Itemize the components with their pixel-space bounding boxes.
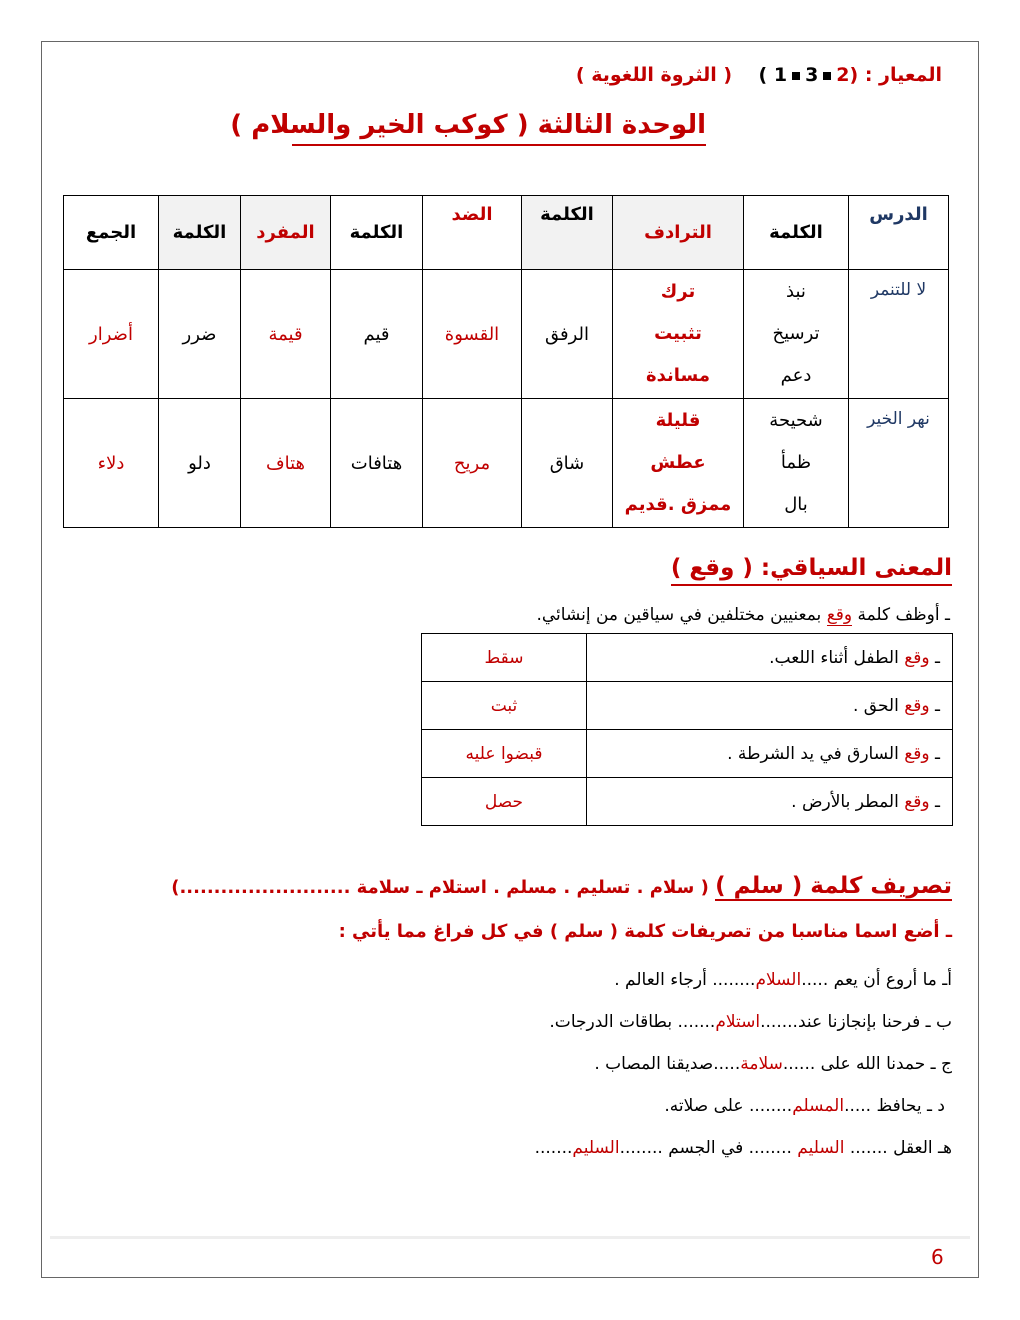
- context-sentence: [587, 778, 953, 826]
- plural-word: هتافات: [331, 399, 423, 528]
- header-synonym: الترادف: [613, 196, 744, 270]
- answer: المسلم: [792, 1096, 845, 1116]
- sentence-text: ....... بطاقات الدرجات.: [549, 1012, 716, 1032]
- footer-divider: [50, 1236, 970, 1239]
- standard-num-2: 3: [805, 64, 819, 86]
- lesson-name: لا للتنمر: [849, 270, 949, 399]
- singular: قيمة: [241, 270, 331, 399]
- synonym: ترك: [660, 281, 696, 302]
- sentence-rest: الحق .: [852, 695, 905, 716]
- fill-sentence: [614, 970, 952, 990]
- answer: السليم: [572, 1138, 620, 1158]
- word: بال: [784, 494, 808, 515]
- sentence-rest: المطر بالأرض .: [791, 791, 905, 812]
- synonym-cell: [613, 270, 744, 399]
- sentence-text: .......: [534, 1138, 573, 1158]
- table-row: [422, 778, 953, 826]
- bullet-icon: [823, 72, 831, 80]
- answer: السليم: [797, 1138, 845, 1158]
- bullet-icon: [792, 72, 800, 80]
- standard-num-4: ): [758, 64, 768, 86]
- context-meaning: قبضوا عليه: [422, 730, 587, 778]
- sentence-text: د ـ يحافظ .....: [844, 1096, 945, 1116]
- keyword: وقع: [904, 647, 930, 668]
- sentence-rest: الطفل أثناء اللعب.: [769, 647, 905, 668]
- answer: السلام: [755, 970, 802, 990]
- standard-num-3: 1: [773, 64, 788, 86]
- conjugation-word-list: ( سلام . تسليم . مسلم . استلام ـ سلامة .........................): [171, 877, 716, 898]
- header-word: الكلمة: [744, 196, 849, 270]
- standard-num-1: (2: [836, 64, 859, 86]
- header-singular: المفرد: [241, 196, 331, 270]
- conjugation-title-main: تصريف كلمة ( سلم ): [715, 873, 952, 899]
- fill-sentence: [549, 1012, 952, 1032]
- singular-word: ضرر: [159, 270, 241, 399]
- dash: ـ: [929, 743, 940, 764]
- keyword: وقع: [904, 695, 930, 716]
- conjugation-instruction: ـ أضع اسما مناسبا من تصريفات كلمة ( سلم ) في كل فراغ مما يأتي :: [338, 921, 952, 942]
- answer: سلامة: [740, 1054, 783, 1074]
- synonym: عطش: [650, 452, 706, 473]
- sentence-rest: السارق في يد الشرطة .: [727, 743, 905, 764]
- standard-topic: ( الثروة اللغوية ): [575, 64, 733, 86]
- fill-sentence: [594, 1054, 952, 1074]
- standard-line: [576, 64, 942, 86]
- synonym: ممزق .قديم: [624, 494, 732, 515]
- table-row: [422, 682, 953, 730]
- sentence-text: أـ ما أروع أن يعم .....: [801, 970, 952, 990]
- fill-sentence: [535, 1138, 952, 1158]
- header-plural: الجمع: [64, 196, 159, 270]
- word: شحيحة: [769, 410, 823, 431]
- plural: دلاء: [64, 399, 159, 528]
- context-meaning: سقط: [422, 634, 587, 682]
- word: نبذ: [786, 281, 806, 302]
- standard-label: المعيار :: [864, 64, 942, 86]
- antonym-word: الرفق: [522, 270, 613, 399]
- synonym: قليلة: [655, 410, 701, 431]
- header-word: الكلمة: [522, 196, 613, 270]
- word-cell: [744, 270, 849, 399]
- sentence-text: هـ العقل .......: [844, 1138, 952, 1158]
- sentence-text: ........ على صلاته.: [664, 1096, 793, 1116]
- context-sentence: [587, 634, 953, 682]
- sentence-text: ........ أرجاء العالم .: [614, 970, 756, 990]
- context-meaning: ثبت: [422, 682, 587, 730]
- context-sentence: [587, 682, 953, 730]
- context-table: [421, 633, 953, 826]
- singular: هتاف: [241, 399, 331, 528]
- context-section-title: المعنى السياقي: ( وقع ): [671, 555, 952, 586]
- lesson-name: نهر الخير: [849, 399, 949, 528]
- singular-word: دلو: [159, 399, 241, 528]
- header-word: الكلمة: [159, 196, 241, 270]
- keyword: وقع: [904, 743, 930, 764]
- page-number: 6: [931, 1245, 944, 1269]
- context-meaning: حصل: [422, 778, 587, 826]
- header-antonym: الضد: [423, 196, 522, 270]
- word-cell: [744, 399, 849, 528]
- synonym: مساندة: [645, 365, 710, 386]
- dash: ـ: [929, 791, 940, 812]
- context-sentence: [587, 730, 953, 778]
- sentence-text: .....صديقنا المصاب .: [594, 1054, 741, 1074]
- sentence-text: ج ـ حمدنا الله على ......: [782, 1054, 952, 1074]
- synonym: تثبيت: [654, 323, 702, 344]
- context-instruction: [536, 605, 950, 625]
- fill-sentence: [664, 1096, 945, 1116]
- word: ترسيخ: [772, 323, 820, 344]
- table-header-row: [64, 196, 949, 270]
- word: ظمأ: [780, 452, 812, 473]
- instruction-text: بمعنيين مختلفين في سياقين من إنشائي.: [536, 605, 827, 625]
- antonym: مريح: [423, 399, 522, 528]
- plural: أضرار: [64, 270, 159, 399]
- dash: ـ: [929, 695, 940, 716]
- dash: ـ: [929, 647, 940, 668]
- vocabulary-table: [63, 195, 949, 528]
- conjugation-section-title: [171, 873, 952, 899]
- sentence-text: ........ في الجسم ........: [619, 1138, 798, 1158]
- antonym: القسوة: [423, 270, 522, 399]
- table-row: [422, 634, 953, 682]
- header-word: الكلمة: [331, 196, 423, 270]
- instruction-text: ـ أوظف كلمة: [852, 605, 950, 625]
- keyword: وقع: [904, 791, 930, 812]
- sentence-text: ب ـ فرحنا بإنجازنا عند.......: [760, 1012, 952, 1032]
- word: دعم: [780, 365, 812, 386]
- synonym-cell: [613, 399, 744, 528]
- answer: استلام: [715, 1012, 761, 1032]
- antonym-word: شاق: [522, 399, 613, 528]
- table-row: [64, 399, 949, 528]
- table-row: [422, 730, 953, 778]
- plural-word: قيم: [331, 270, 423, 399]
- instruction-keyword: وقع: [826, 605, 853, 625]
- table-row: [64, 270, 949, 399]
- header-lesson: الدرس: [849, 196, 949, 270]
- unit-title: الوحدة الثالثة ( كوكب الخير والسلام ): [292, 110, 706, 146]
